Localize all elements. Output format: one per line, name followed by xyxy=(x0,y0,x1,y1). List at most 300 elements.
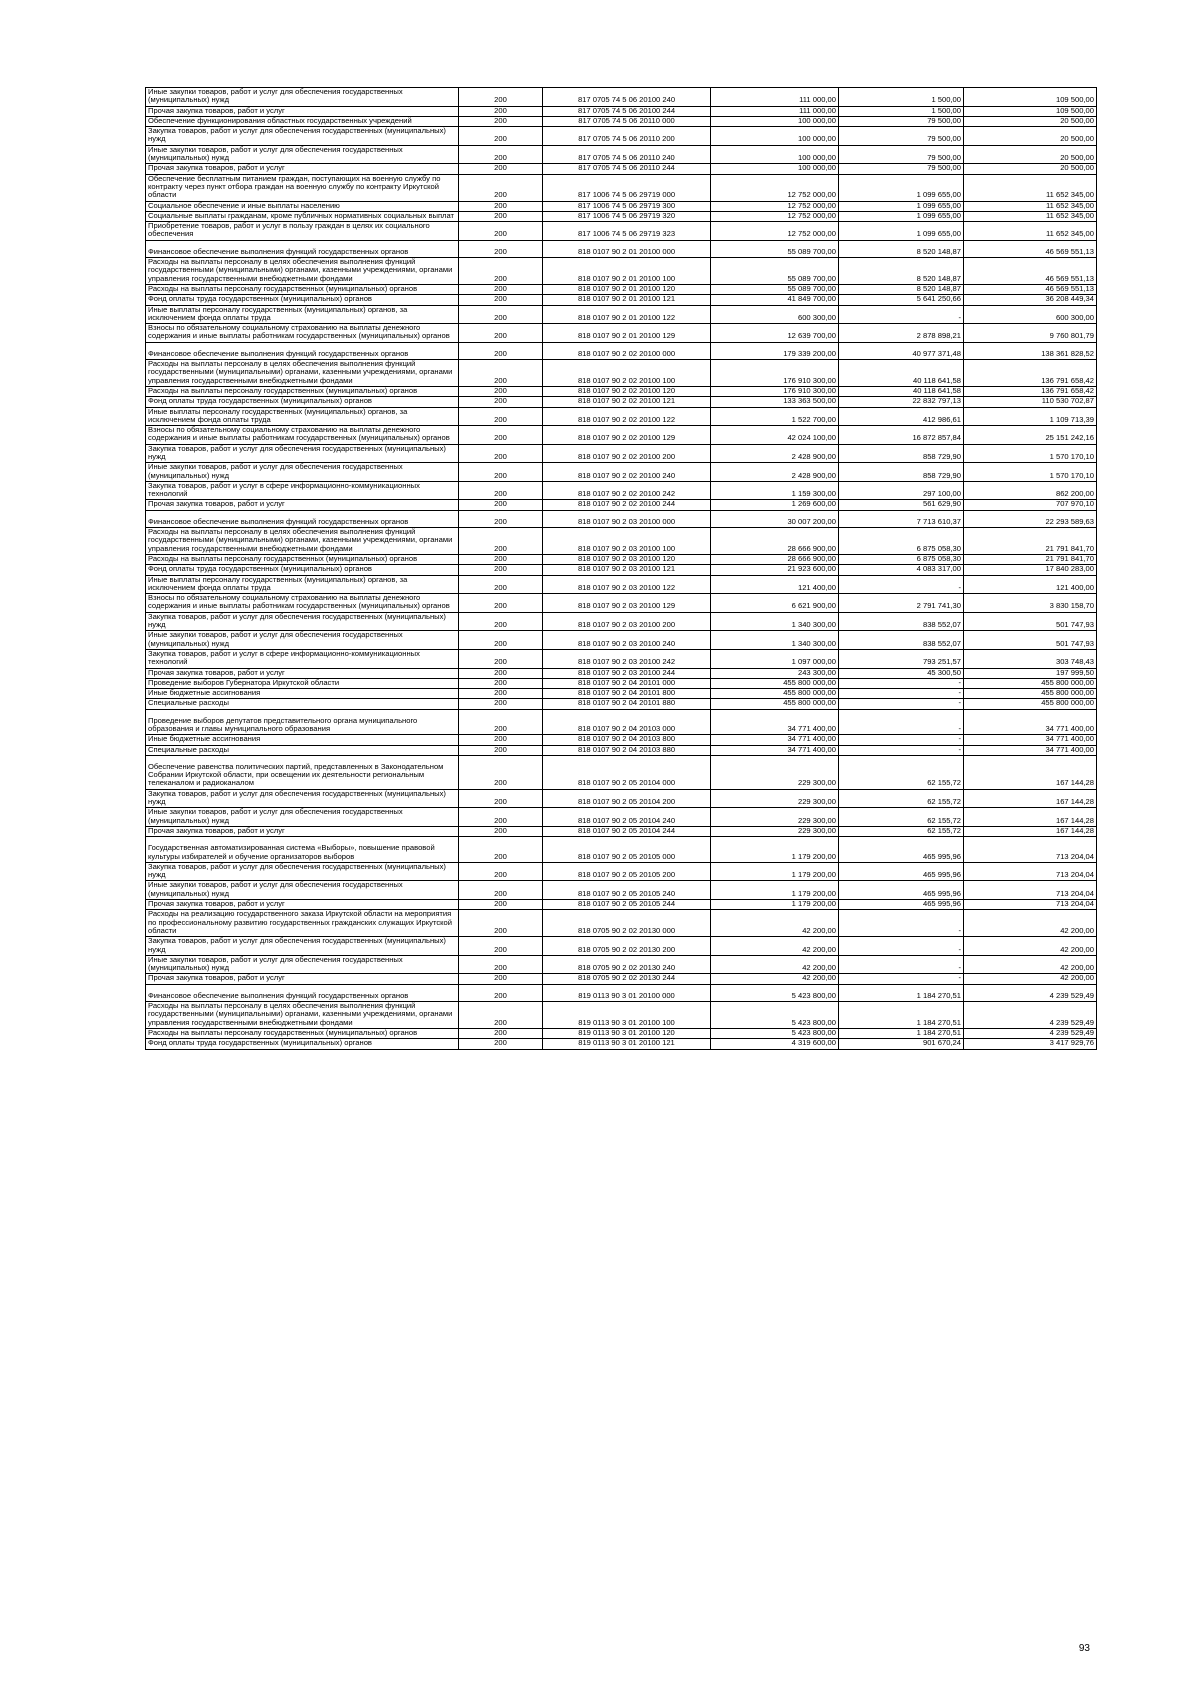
executed-amount-cell: 16 872 857,84 xyxy=(839,426,964,445)
line-code-cell: 200 xyxy=(459,342,543,359)
line-code-cell: 200 xyxy=(459,324,543,343)
expense-name-cell: Иные закупки товаров, работ и услуг для обеспечения государственных (муниципальных) нужд xyxy=(146,808,459,827)
expense-name-cell: Фонд оплаты труда государственных (муниципальных) органов xyxy=(146,565,459,575)
expense-name-cell: Взносы по обязательному социальному страхованию на выплаты денежного содержания и иные выплаты работникам государственных (муниципальных) органов xyxy=(146,324,459,343)
expense-name-cell: Расходы на выплаты персоналу в целях обеспечения выполнения функций государственными (муниципальными) органами, казенными учреждениями, органами управления государственными внебюджетными фондами xyxy=(146,258,459,285)
expense-name-cell: Прочая закупка товаров, работ и услуг xyxy=(146,974,459,984)
table-row xyxy=(146,463,1097,482)
expense-name-cell: Расходы на выплаты персоналу государственных (муниципальных) органов xyxy=(146,386,459,396)
unexecuted-amount-cell: 3 417 929,76 xyxy=(964,1039,1097,1049)
approved-amount-cell: 111 000,00 xyxy=(711,88,839,107)
executed-amount-cell: 79 500,00 xyxy=(839,127,964,146)
unexecuted-amount-cell: 34 771 400,00 xyxy=(964,745,1097,755)
unexecuted-amount-cell: 9 760 801,79 xyxy=(964,324,1097,343)
table-row xyxy=(146,594,1097,613)
unexecuted-amount-cell: 109 500,00 xyxy=(964,106,1097,116)
table-row xyxy=(146,955,1097,974)
line-code-cell: 200 xyxy=(459,709,543,735)
budget-classification-code-cell: 818 0107 90 2 02 20100 200 xyxy=(543,444,711,463)
line-code-cell: 200 xyxy=(459,222,543,241)
budget-classification-code-cell: 818 0107 90 2 04 20101 800 xyxy=(543,689,711,699)
budget-classification-code-cell: 819 0113 90 3 01 20100 000 xyxy=(543,984,711,1001)
budget-classification-code-cell: 818 0107 90 2 04 20103 000 xyxy=(543,709,711,735)
budget-classification-code-cell: 818 0107 90 2 02 20100 121 xyxy=(543,397,711,407)
executed-amount-cell: 465 995,96 xyxy=(839,881,964,900)
executed-amount-cell: 40 118 641,58 xyxy=(839,360,964,387)
expense-name-cell: Расходы на выплаты персоналу в целях обеспечения выполнения функций государственными (муниципальными) органами, казенными учреждениями, органами управления государственными внебюджетными фондами xyxy=(146,1002,459,1029)
budget-classification-code-cell: 817 0705 74 5 06 20100 244 xyxy=(543,106,711,116)
budget-classification-code-cell: 818 0107 90 2 03 20100 240 xyxy=(543,631,711,650)
executed-amount-cell: - xyxy=(839,974,964,984)
expense-name-cell: Фонд оплаты труда государственных (муниципальных) органов xyxy=(146,397,459,407)
expense-name-cell: Прочая закупка товаров, работ и услуг xyxy=(146,500,459,510)
table-row xyxy=(146,678,1097,688)
executed-amount-cell: 465 995,96 xyxy=(839,900,964,910)
page-number: 93 xyxy=(1078,1643,1090,1654)
unexecuted-amount-cell: 713 204,04 xyxy=(964,862,1097,881)
approved-amount-cell: 55 089 700,00 xyxy=(711,284,839,294)
budget-classification-code-cell: 818 0107 90 2 03 20100 000 xyxy=(543,510,711,527)
unexecuted-amount-cell: 46 569 551,13 xyxy=(964,258,1097,285)
unexecuted-amount-cell: 21 791 841,70 xyxy=(964,528,1097,555)
approved-amount-cell: 21 923 600,00 xyxy=(711,565,839,575)
unexecuted-amount-cell: 34 771 400,00 xyxy=(964,735,1097,745)
approved-amount-cell: 6 621 900,00 xyxy=(711,594,839,613)
unexecuted-amount-cell: 600 300,00 xyxy=(964,305,1097,324)
unexecuted-amount-cell: 455 800 000,00 xyxy=(964,689,1097,699)
executed-amount-cell: 62 155,72 xyxy=(839,789,964,808)
approved-amount-cell: 1 340 300,00 xyxy=(711,631,839,650)
expense-name-cell: Прочая закупка товаров, работ и услуг xyxy=(146,106,459,116)
approved-amount-cell: 455 800 000,00 xyxy=(711,699,839,709)
budget-classification-code-cell: 818 0107 90 2 02 20100 000 xyxy=(543,342,711,359)
unexecuted-amount-cell: 862 200,00 xyxy=(964,481,1097,500)
expense-name-cell: Специальные расходы xyxy=(146,699,459,709)
expense-name-cell: Проведение выборов Губернатора Иркутской области xyxy=(146,678,459,688)
budget-classification-code-cell: 818 0107 90 2 02 20100 240 xyxy=(543,463,711,482)
approved-amount-cell: 229 300,00 xyxy=(711,789,839,808)
table-row xyxy=(146,575,1097,594)
unexecuted-amount-cell: 11 652 345,00 xyxy=(964,201,1097,211)
approved-amount-cell: 1 179 200,00 xyxy=(711,837,839,863)
approved-amount-cell: 100 000,00 xyxy=(711,145,839,164)
table-row xyxy=(146,837,1097,863)
budget-classification-code-cell: 818 0107 90 2 01 20100 122 xyxy=(543,305,711,324)
approved-amount-cell: 121 400,00 xyxy=(711,575,839,594)
line-code-cell: 200 xyxy=(459,481,543,500)
budget-classification-code-cell: 818 0705 90 2 02 20130 000 xyxy=(543,910,711,937)
expense-name-cell: Иные закупки товаров, работ и услуг для обеспечения государственных (муниципальных) нужд xyxy=(146,145,459,164)
executed-amount-cell: 79 500,00 xyxy=(839,145,964,164)
executed-amount-cell: 858 729,90 xyxy=(839,463,964,482)
line-code-cell: 200 xyxy=(459,305,543,324)
budget-classification-code-cell: 818 0107 90 2 03 20100 100 xyxy=(543,528,711,555)
approved-amount-cell: 1 269 600,00 xyxy=(711,500,839,510)
budget-classification-code-cell: 817 0705 74 5 06 20110 240 xyxy=(543,145,711,164)
approved-amount-cell: 229 300,00 xyxy=(711,808,839,827)
budget-classification-code-cell: 818 0107 90 2 01 20100 000 xyxy=(543,240,711,257)
approved-amount-cell: 179 339 200,00 xyxy=(711,342,839,359)
unexecuted-amount-cell: 303 748,43 xyxy=(964,649,1097,668)
approved-amount-cell: 455 800 000,00 xyxy=(711,689,839,699)
expense-name-cell: Расходы на выплаты персоналу государственных (муниципальных) органов xyxy=(146,284,459,294)
table-row xyxy=(146,145,1097,164)
line-code-cell: 200 xyxy=(459,397,543,407)
budget-classification-code-cell: 817 0705 74 5 06 20110 244 xyxy=(543,164,711,174)
line-code-cell: 200 xyxy=(459,789,543,808)
table-row xyxy=(146,444,1097,463)
executed-amount-cell: 22 832 797,13 xyxy=(839,397,964,407)
executed-amount-cell: 8 520 148,87 xyxy=(839,284,964,294)
table-row xyxy=(146,1028,1097,1038)
executed-amount-cell: 2 878 898,21 xyxy=(839,324,964,343)
executed-amount-cell: 45 300,50 xyxy=(839,668,964,678)
line-code-cell: 200 xyxy=(459,295,543,305)
table-row xyxy=(146,240,1097,257)
table-row xyxy=(146,745,1097,755)
unexecuted-amount-cell: 4 239 529,49 xyxy=(964,984,1097,1001)
unexecuted-amount-cell: 22 293 589,63 xyxy=(964,510,1097,527)
executed-amount-cell: 1 184 270,51 xyxy=(839,1028,964,1038)
table-row xyxy=(146,808,1097,827)
expense-name-cell: Финансовое обеспечение выполнения функций государственных органов xyxy=(146,984,459,1001)
line-code-cell: 200 xyxy=(459,145,543,164)
approved-amount-cell: 5 423 800,00 xyxy=(711,984,839,1001)
table-row xyxy=(146,324,1097,343)
table-row xyxy=(146,258,1097,285)
unexecuted-amount-cell: 17 840 283,00 xyxy=(964,565,1097,575)
unexecuted-amount-cell: 501 747,93 xyxy=(964,631,1097,650)
approved-amount-cell: 1 179 200,00 xyxy=(711,881,839,900)
table-row xyxy=(146,481,1097,500)
expense-name-cell: Закупка товаров, работ и услуг в сфере информационно-коммуникационных технологий xyxy=(146,649,459,668)
table-row xyxy=(146,88,1097,107)
executed-amount-cell: 79 500,00 xyxy=(839,116,964,126)
approved-amount-cell: 5 423 800,00 xyxy=(711,1028,839,1038)
expense-name-cell: Расходы на выплаты персоналу государственных (муниципальных) органов xyxy=(146,554,459,564)
budget-classification-code-cell: 818 0107 90 2 05 20104 244 xyxy=(543,826,711,836)
budget-classification-code-cell: 818 0107 90 2 02 20100 120 xyxy=(543,386,711,396)
approved-amount-cell: 34 771 400,00 xyxy=(711,709,839,735)
executed-amount-cell: - xyxy=(839,699,964,709)
budget-classification-code-cell: 818 0107 90 2 01 20100 129 xyxy=(543,324,711,343)
expense-name-cell: Финансовое обеспечение выполнения функций государственных органов xyxy=(146,510,459,527)
unexecuted-amount-cell: 11 652 345,00 xyxy=(964,211,1097,221)
table-row xyxy=(146,360,1097,387)
executed-amount-cell: 79 500,00 xyxy=(839,164,964,174)
line-code-cell: 200 xyxy=(459,974,543,984)
table-row xyxy=(146,397,1097,407)
approved-amount-cell: 12 752 000,00 xyxy=(711,201,839,211)
budget-classification-code-cell: 818 0107 90 2 05 20105 240 xyxy=(543,881,711,900)
approved-amount-cell: 1 179 200,00 xyxy=(711,900,839,910)
expense-name-cell: Социальное обеспечение и иные выплаты населению xyxy=(146,201,459,211)
unexecuted-amount-cell: 46 569 551,13 xyxy=(964,240,1097,257)
expense-name-cell: Иные выплаты персоналу государственных (муниципальных) органов, за исключением фонда оплаты труда xyxy=(146,575,459,594)
executed-amount-cell: - xyxy=(839,735,964,745)
budget-classification-code-cell: 818 0107 90 2 04 20103 880 xyxy=(543,745,711,755)
line-code-cell: 200 xyxy=(459,837,543,863)
table-row xyxy=(146,974,1097,984)
approved-amount-cell: 41 849 700,00 xyxy=(711,295,839,305)
approved-amount-cell: 12 752 000,00 xyxy=(711,211,839,221)
unexecuted-amount-cell: 167 144,28 xyxy=(964,808,1097,827)
unexecuted-amount-cell: 42 200,00 xyxy=(964,910,1097,937)
line-code-cell: 200 xyxy=(459,612,543,631)
unexecuted-amount-cell: 3 830 158,70 xyxy=(964,594,1097,613)
budget-classification-code-cell: 818 0107 90 2 03 20100 129 xyxy=(543,594,711,613)
line-code-cell: 200 xyxy=(459,881,543,900)
line-code-cell: 200 xyxy=(459,984,543,1001)
approved-amount-cell: 42 024 100,00 xyxy=(711,426,839,445)
budget-classification-code-cell: 818 0107 90 2 02 20100 122 xyxy=(543,407,711,426)
approved-amount-cell: 100 000,00 xyxy=(711,116,839,126)
expense-name-cell: Иные закупки товаров, работ и услуг для обеспечения государственных (муниципальных) нужд xyxy=(146,463,459,482)
approved-amount-cell: 28 666 900,00 xyxy=(711,554,839,564)
unexecuted-amount-cell: 25 151 242,16 xyxy=(964,426,1097,445)
line-code-cell: 200 xyxy=(459,426,543,445)
unexecuted-amount-cell: 167 144,28 xyxy=(964,789,1097,808)
approved-amount-cell: 600 300,00 xyxy=(711,305,839,324)
line-code-cell: 200 xyxy=(459,127,543,146)
executed-amount-cell: - xyxy=(839,689,964,699)
unexecuted-amount-cell: 11 652 345,00 xyxy=(964,174,1097,201)
executed-amount-cell: - xyxy=(839,745,964,755)
expense-name-cell: Закупка товаров, работ и услуг для обеспечения государственных (муниципальных) нужд xyxy=(146,127,459,146)
table-row xyxy=(146,612,1097,631)
approved-amount-cell: 12 752 000,00 xyxy=(711,174,839,201)
unexecuted-amount-cell: 20 500,00 xyxy=(964,145,1097,164)
executed-amount-cell: 838 552,07 xyxy=(839,631,964,650)
unexecuted-amount-cell: 42 200,00 xyxy=(964,937,1097,956)
executed-amount-cell: 1 184 270,51 xyxy=(839,984,964,1001)
budget-classification-code-cell: 818 0107 90 2 01 20100 121 xyxy=(543,295,711,305)
line-code-cell: 200 xyxy=(459,201,543,211)
table-row xyxy=(146,222,1097,241)
unexecuted-amount-cell: 713 204,04 xyxy=(964,900,1097,910)
line-code-cell: 200 xyxy=(459,258,543,285)
line-code-cell: 200 xyxy=(459,900,543,910)
line-code-cell: 200 xyxy=(459,211,543,221)
unexecuted-amount-cell: 34 771 400,00 xyxy=(964,709,1097,735)
unexecuted-amount-cell: 455 800 000,00 xyxy=(964,678,1097,688)
expense-name-cell: Финансовое обеспечение выполнения функций государственных органов xyxy=(146,240,459,257)
executed-amount-cell: - xyxy=(839,575,964,594)
expense-name-cell: Расходы на выплаты персоналу в целях обеспечения выполнения функций государственными (муниципальными) органами, казенными учреждениями, органами управления государственными внебюджетными фондами xyxy=(146,360,459,387)
line-code-cell: 200 xyxy=(459,500,543,510)
budget-classification-code-cell: 817 1006 74 5 06 29719 320 xyxy=(543,211,711,221)
table-row xyxy=(146,910,1097,937)
executed-amount-cell: - xyxy=(839,305,964,324)
executed-amount-cell: - xyxy=(839,937,964,956)
line-code-cell: 200 xyxy=(459,755,543,789)
table-row xyxy=(146,528,1097,555)
line-code-cell: 200 xyxy=(459,463,543,482)
unexecuted-amount-cell: 121 400,00 xyxy=(964,575,1097,594)
table-row xyxy=(146,984,1097,1001)
line-code-cell: 200 xyxy=(459,284,543,294)
executed-amount-cell: 62 155,72 xyxy=(839,826,964,836)
unexecuted-amount-cell: 20 500,00 xyxy=(964,116,1097,126)
unexecuted-amount-cell: 455 800 000,00 xyxy=(964,699,1097,709)
approved-amount-cell: 133 363 500,00 xyxy=(711,397,839,407)
expense-name-cell: Иные бюджетные ассигнования xyxy=(146,689,459,699)
unexecuted-amount-cell: 1 570 170,10 xyxy=(964,463,1097,482)
unexecuted-amount-cell: 138 361 828,52 xyxy=(964,342,1097,359)
table-row xyxy=(146,862,1097,881)
table-row xyxy=(146,342,1097,359)
approved-amount-cell: 1 097 000,00 xyxy=(711,649,839,668)
unexecuted-amount-cell: 20 500,00 xyxy=(964,127,1097,146)
expense-name-cell: Закупка товаров, работ и услуг в сфере информационно-коммуникационных технологий xyxy=(146,481,459,500)
executed-amount-cell: 465 995,96 xyxy=(839,837,964,863)
table-row xyxy=(146,500,1097,510)
line-code-cell: 200 xyxy=(459,88,543,107)
executed-amount-cell: - xyxy=(839,955,964,974)
budget-classification-code-cell: 818 0705 90 2 02 20130 240 xyxy=(543,955,711,974)
approved-amount-cell: 111 000,00 xyxy=(711,106,839,116)
expense-name-cell: Расходы на выплаты персоналу в целях обеспечения выполнения функций государственными (муниципальными) органами, казенными учреждениями, органами управления государственными внебюджетными фондами xyxy=(146,528,459,555)
executed-amount-cell: - xyxy=(839,910,964,937)
expense-name-cell: Обеспечение равенства политических партий, представленных в Законодательном Собрании Иркутской области, при освещении их деятельности региональным телеканалом и радиоканалом xyxy=(146,755,459,789)
executed-amount-cell: 6 875 058,30 xyxy=(839,554,964,564)
unexecuted-amount-cell: 109 500,00 xyxy=(964,88,1097,107)
expense-name-cell: Проведение выборов депутатов представительного органа муниципального образования и главы муниципального образования xyxy=(146,709,459,735)
executed-amount-cell: - xyxy=(839,709,964,735)
approved-amount-cell: 229 300,00 xyxy=(711,826,839,836)
line-code-cell: 200 xyxy=(459,689,543,699)
unexecuted-amount-cell: 136 791 658,42 xyxy=(964,386,1097,396)
approved-amount-cell: 28 666 900,00 xyxy=(711,528,839,555)
executed-amount-cell: 561 629,90 xyxy=(839,500,964,510)
unexecuted-amount-cell: 11 652 345,00 xyxy=(964,222,1097,241)
approved-amount-cell: 4 319 600,00 xyxy=(711,1039,839,1049)
budget-classification-code-cell: 818 0107 90 2 05 20105 000 xyxy=(543,837,711,863)
executed-amount-cell: 5 641 250,66 xyxy=(839,295,964,305)
expense-name-cell: Финансовое обеспечение выполнения функций государственных органов xyxy=(146,342,459,359)
line-code-cell: 200 xyxy=(459,955,543,974)
budget-classification-code-cell: 818 0107 90 2 05 20105 244 xyxy=(543,900,711,910)
line-code-cell: 200 xyxy=(459,808,543,827)
budget-execution-table xyxy=(145,87,1097,1050)
unexecuted-amount-cell: 713 204,04 xyxy=(964,837,1097,863)
table-row xyxy=(146,116,1097,126)
table-row xyxy=(146,1002,1097,1029)
table-row xyxy=(146,426,1097,445)
line-code-cell: 200 xyxy=(459,240,543,257)
table-row xyxy=(146,649,1097,668)
budget-classification-code-cell: 818 0107 90 2 02 20100 242 xyxy=(543,481,711,500)
table-row xyxy=(146,386,1097,396)
unexecuted-amount-cell: 1 109 713,39 xyxy=(964,407,1097,426)
expense-name-cell: Специальные расходы xyxy=(146,745,459,755)
executed-amount-cell: 40 118 641,58 xyxy=(839,386,964,396)
budget-classification-code-cell: 818 0705 90 2 02 20130 200 xyxy=(543,937,711,956)
expense-name-cell: Прочая закупка товаров, работ и услуг xyxy=(146,164,459,174)
approved-amount-cell: 176 910 300,00 xyxy=(711,386,839,396)
approved-amount-cell: 42 200,00 xyxy=(711,937,839,956)
budget-classification-code-cell: 818 0705 90 2 02 20130 244 xyxy=(543,974,711,984)
budget-classification-code-cell: 818 0107 90 2 03 20100 242 xyxy=(543,649,711,668)
expense-name-cell: Закупка товаров, работ и услуг для обеспечения государственных (муниципальных) нужд xyxy=(146,789,459,808)
table-row xyxy=(146,127,1097,146)
unexecuted-amount-cell: 110 530 702,87 xyxy=(964,397,1097,407)
table-row xyxy=(146,554,1097,564)
line-code-cell: 200 xyxy=(459,678,543,688)
expense-name-cell: Иные выплаты персоналу государственных (муниципальных) органов, за исключением фонда оплаты труда xyxy=(146,305,459,324)
expense-name-cell: Фонд оплаты труда государственных (муниципальных) органов xyxy=(146,295,459,305)
line-code-cell: 200 xyxy=(459,510,543,527)
table-row xyxy=(146,631,1097,650)
line-code-cell: 200 xyxy=(459,565,543,575)
expense-name-cell: Прочая закупка товаров, работ и услуг xyxy=(146,668,459,678)
budget-classification-code-cell: 818 0107 90 2 05 20104 000 xyxy=(543,755,711,789)
approved-amount-cell: 42 200,00 xyxy=(711,974,839,984)
budget-classification-code-cell: 817 0705 74 5 06 20110 000 xyxy=(543,116,711,126)
executed-amount-cell: 1 099 655,00 xyxy=(839,201,964,211)
line-code-cell: 200 xyxy=(459,937,543,956)
approved-amount-cell: 42 200,00 xyxy=(711,910,839,937)
table-row xyxy=(146,407,1097,426)
expense-name-cell: Иные закупки товаров, работ и услуг для обеспечения государственных (муниципальных) нужд xyxy=(146,955,459,974)
executed-amount-cell: 793 251,57 xyxy=(839,649,964,668)
budget-classification-code-cell: 818 0107 90 2 04 20103 800 xyxy=(543,735,711,745)
approved-amount-cell: 2 428 900,00 xyxy=(711,444,839,463)
budget-classification-code-cell: 817 1006 74 5 06 29719 300 xyxy=(543,201,711,211)
budget-classification-code-cell: 817 1006 74 5 06 29719 323 xyxy=(543,222,711,241)
line-code-cell: 200 xyxy=(459,407,543,426)
table-row xyxy=(146,699,1097,709)
line-code-cell: 200 xyxy=(459,1039,543,1049)
approved-amount-cell: 55 089 700,00 xyxy=(711,240,839,257)
unexecuted-amount-cell: 707 970,10 xyxy=(964,500,1097,510)
unexecuted-amount-cell: 197 999,50 xyxy=(964,668,1097,678)
expense-name-cell: Закупка товаров, работ и услуг для обеспечения государственных (муниципальных) нужд xyxy=(146,937,459,956)
table-row xyxy=(146,174,1097,201)
approved-amount-cell: 34 771 400,00 xyxy=(711,745,839,755)
expense-name-cell: Закупка товаров, работ и услуг для обеспечения государственных (муниципальных) нужд xyxy=(146,612,459,631)
table-row xyxy=(146,305,1097,324)
executed-amount-cell: 858 729,90 xyxy=(839,444,964,463)
executed-amount-cell: 62 155,72 xyxy=(839,755,964,789)
expense-name-cell: Взносы по обязательному социальному страхованию на выплаты денежного содержания и иные выплаты работникам государственных (муниципальных) органов xyxy=(146,594,459,613)
table-row xyxy=(146,709,1097,735)
approved-amount-cell: 1 340 300,00 xyxy=(711,612,839,631)
line-code-cell: 200 xyxy=(459,699,543,709)
executed-amount-cell: 8 520 148,87 xyxy=(839,240,964,257)
budget-classification-code-cell: 818 0107 90 2 02 20100 100 xyxy=(543,360,711,387)
approved-amount-cell: 176 910 300,00 xyxy=(711,360,839,387)
expense-name-cell: Иные бюджетные ассигнования xyxy=(146,735,459,745)
approved-amount-cell: 34 771 400,00 xyxy=(711,735,839,745)
executed-amount-cell: 901 670,24 xyxy=(839,1039,964,1049)
unexecuted-amount-cell: 46 569 551,13 xyxy=(964,284,1097,294)
budget-classification-code-cell: 818 0107 90 2 03 20100 120 xyxy=(543,554,711,564)
executed-amount-cell: - xyxy=(839,678,964,688)
executed-amount-cell: 7 713 610,37 xyxy=(839,510,964,527)
unexecuted-amount-cell: 1 570 170,10 xyxy=(964,444,1097,463)
budget-classification-code-cell: 819 0113 90 3 01 20100 120 xyxy=(543,1028,711,1038)
budget-classification-code-cell: 818 0107 90 2 05 20105 200 xyxy=(543,862,711,881)
executed-amount-cell: 2 791 741,30 xyxy=(839,594,964,613)
expense-name-cell: Расходы на выплаты персоналу государственных (муниципальных) органов xyxy=(146,1028,459,1038)
approved-amount-cell: 55 089 700,00 xyxy=(711,258,839,285)
budget-classification-code-cell: 818 0107 90 2 02 20100 129 xyxy=(543,426,711,445)
budget-classification-code-cell: 817 1006 74 5 06 29719 000 xyxy=(543,174,711,201)
expense-name-cell: Иные закупки товаров, работ и услуг для обеспечения государственных (муниципальных) нужд xyxy=(146,88,459,107)
executed-amount-cell: 1 099 655,00 xyxy=(839,222,964,241)
expense-name-cell: Обеспечение функционирования областных государственных учреждений xyxy=(146,116,459,126)
